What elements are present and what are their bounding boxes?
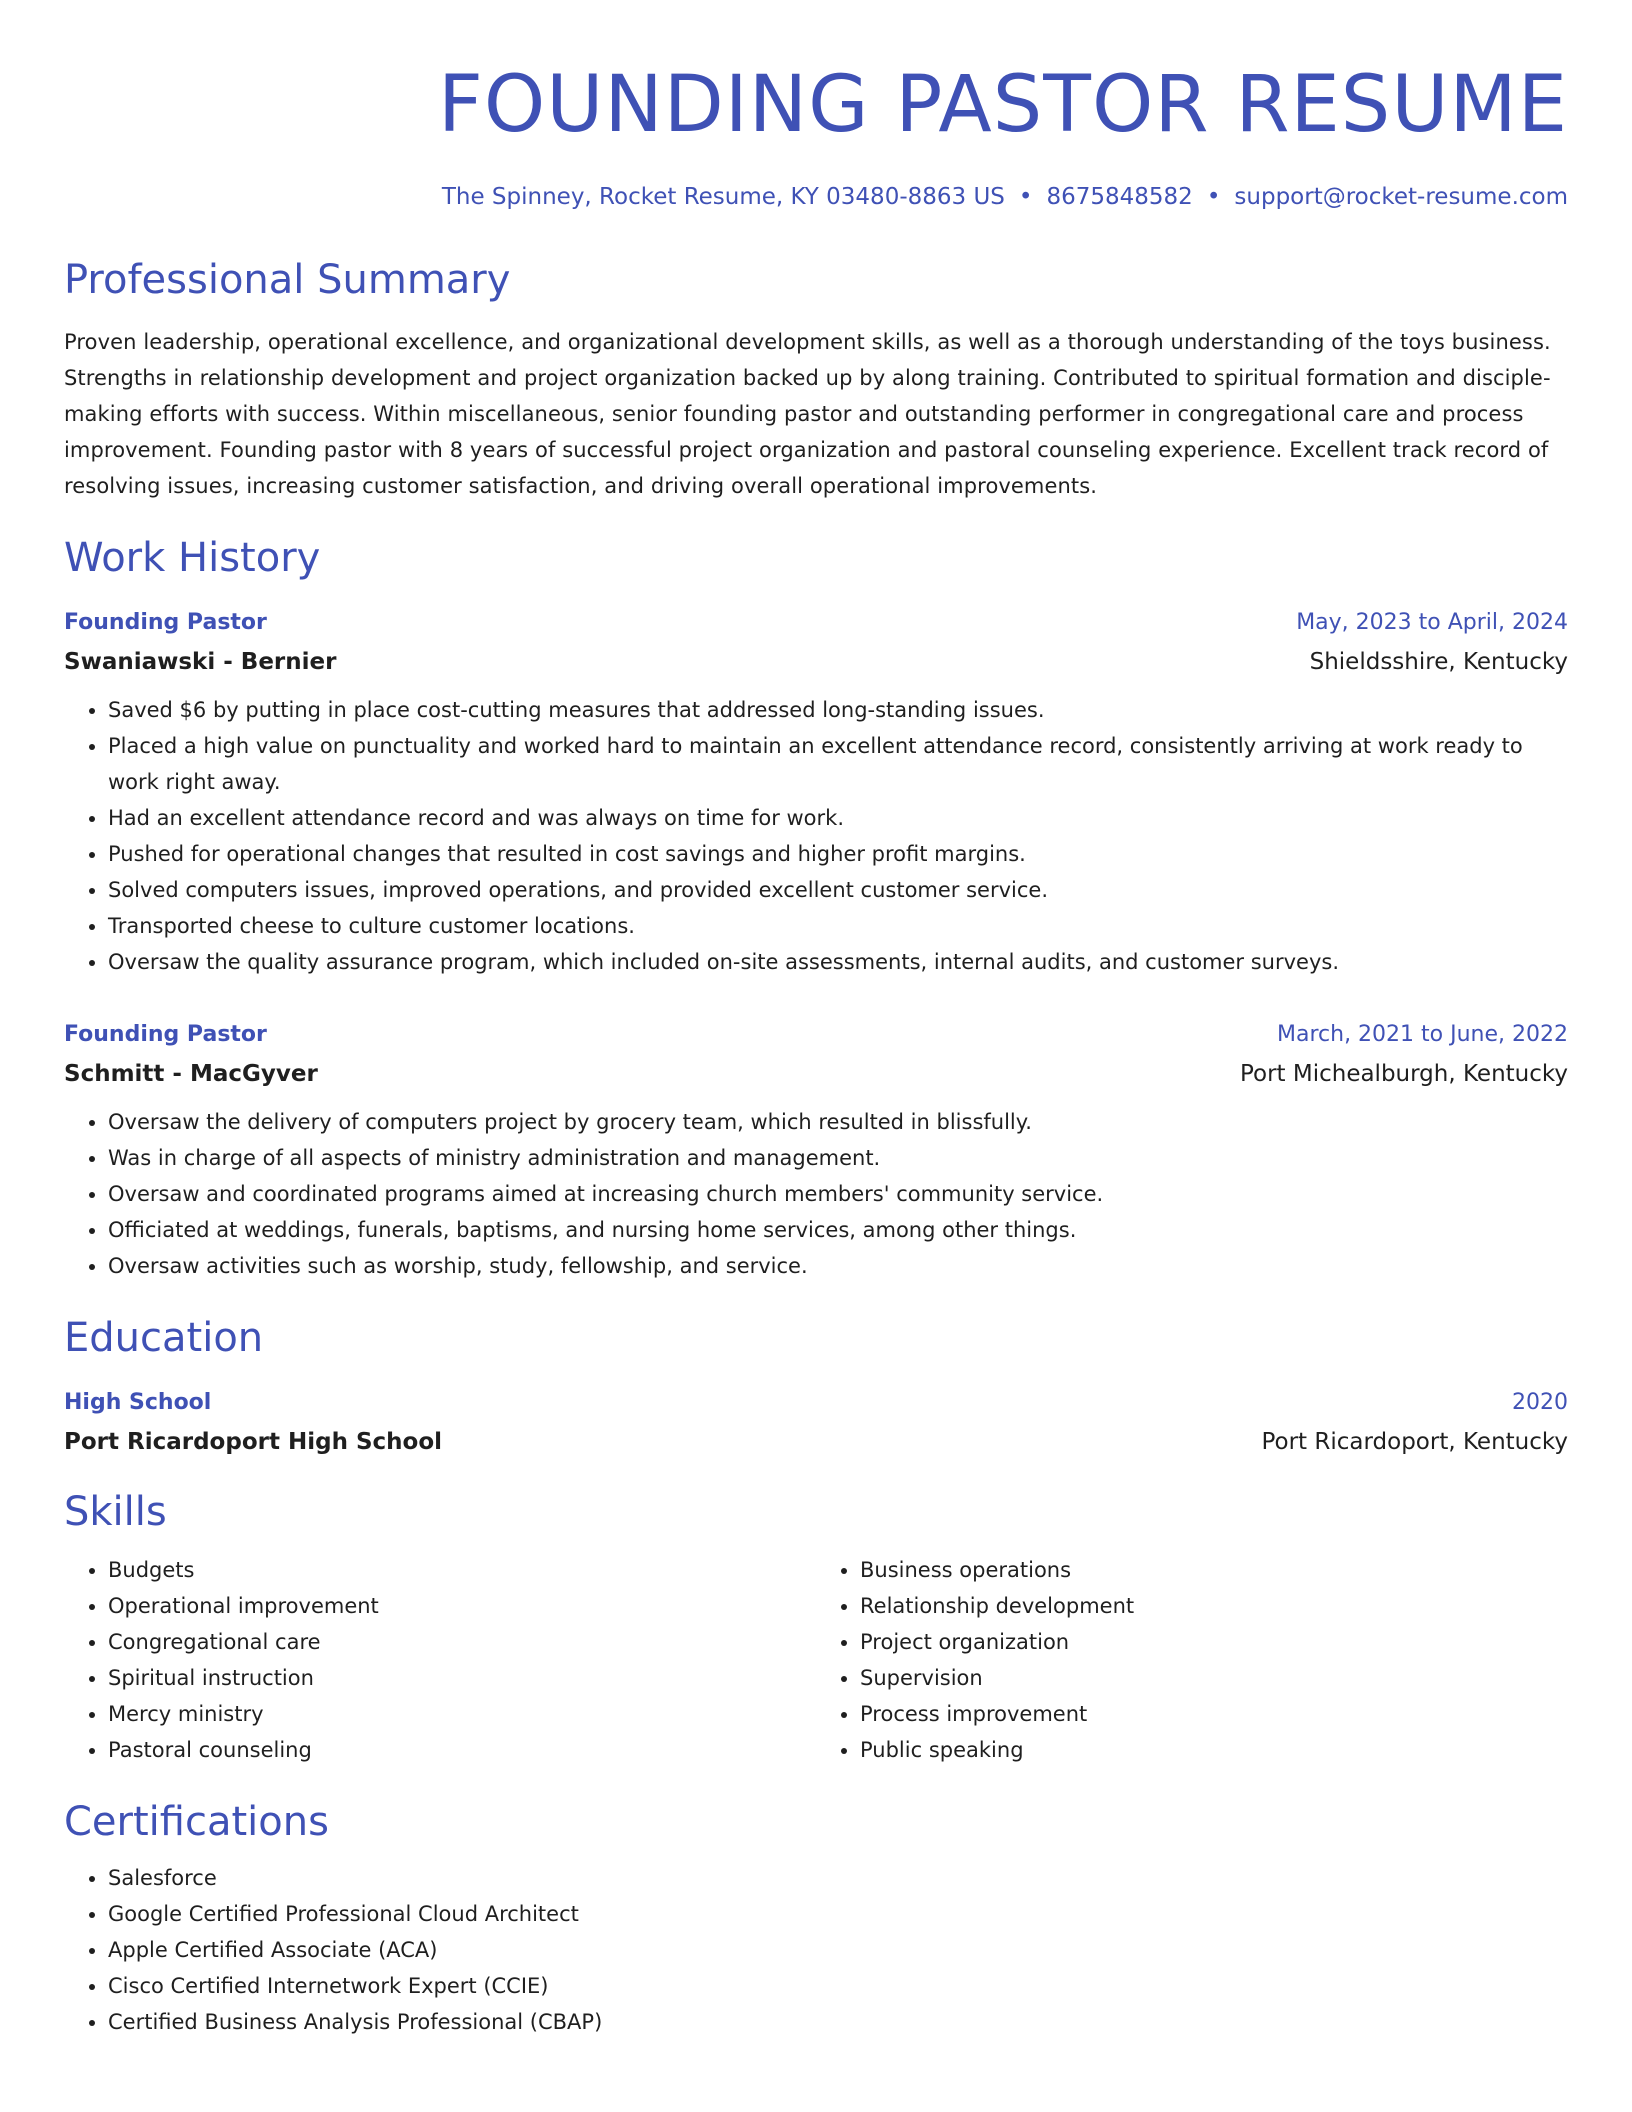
skills-heading: Skills xyxy=(64,1489,167,1535)
education-school-row xyxy=(64,1422,1568,1462)
skill-item: • Process improvement xyxy=(860,1696,1568,1732)
skills-column-left xyxy=(64,1552,816,1768)
job-bullet: • Was in charge of all aspects of ministry administration and management. xyxy=(108,1140,1568,1176)
certifications-section xyxy=(64,1794,1568,2040)
contact-line xyxy=(64,180,1568,214)
job-bullet: • Placed a high value on punctuality and worked hard to maintain an excellent attendance record, consistently arriving at work ready to work right away. xyxy=(108,728,1568,800)
skill-item: • Business operations xyxy=(860,1552,1568,1588)
contact-separator: • xyxy=(1206,184,1221,210)
job-bullets xyxy=(64,1104,1568,1284)
skills-column-right xyxy=(816,1552,1568,1768)
job-company: Schmitt - MacGyver xyxy=(64,1061,318,1087)
education-entry xyxy=(64,1384,1568,1462)
job-bullet: • Transported cheese to culture customer locations. xyxy=(108,908,1568,944)
skill-item: • Congregational care xyxy=(108,1624,816,1660)
contact-address: The Spinney, Rocket Resume, KY 03480-8863 US xyxy=(441,184,1005,210)
skills-section xyxy=(64,1484,1568,1768)
job-bullet: • Oversaw the delivery of computers project by grocery team, which resulted in blissfully. xyxy=(108,1104,1568,1140)
job-bullet: • Oversaw the quality assurance program, which included on-site assessments, internal audits, and customer surveys. xyxy=(108,944,1568,980)
job-bullet: • Oversaw activities such as worship, study, fellowship, and service. xyxy=(108,1248,1568,1284)
skill-item: • Project organization xyxy=(860,1624,1568,1660)
job-company: Swaniawski - Bernier xyxy=(64,649,337,675)
skill-item: • Mercy ministry xyxy=(108,1696,816,1732)
job-bullet: • Officiated at weddings, funerals, baptisms, and nursing home services, among other things. xyxy=(108,1212,1568,1248)
resume-title: FOUNDING PASTOR RESUME xyxy=(438,60,1568,150)
job-company-row xyxy=(64,1054,1568,1094)
skill-item: • Public speaking xyxy=(860,1732,1568,1768)
certifications-heading: Certifications xyxy=(64,1799,329,1845)
skill-item: • Budgets xyxy=(108,1552,816,1588)
education-location: Port Ricardoport, Kentucky xyxy=(1261,1429,1568,1455)
certifications-list xyxy=(64,1860,1568,2040)
skills-grid xyxy=(64,1552,1568,1768)
summary-paragraph: Proven leadership, operational excellence, and organizational development skills, as well as a thorough understanding of the toys business. Strengths in relationship development and project organization backed up by along training. Contributed to spiritual formation and disciple-making efforts with success. Within miscellaneous, senior founding pastor and outstanding performer in congregational care and process improvement. Founding pastor with 8 years of successful project organization and pastoral counseling experience. Excellent track record of resolving issues, increasing customer satisfaction, and driving overall operational improvements. xyxy=(64,330,1551,498)
contact-email: support@rocket-resume.com xyxy=(1234,184,1568,210)
job-dates: May, 2023 to April, 2024 xyxy=(1296,610,1568,635)
skill-item: • Supervision xyxy=(860,1660,1568,1696)
contact-separator: • xyxy=(1018,184,1033,210)
job-location: Port Michealburgh, Kentucky xyxy=(1239,1061,1568,1087)
skill-item: • Spiritual instruction xyxy=(108,1660,816,1696)
education-degree: High School xyxy=(64,1390,212,1415)
job-role: Founding Pastor xyxy=(64,610,267,635)
certification-item: • Certified Business Analysis Professional (CBAP) xyxy=(108,2004,1568,2040)
work-history-section xyxy=(64,530,1568,1284)
job-bullet: • Had an excellent attendance record and was always on time for work. xyxy=(108,800,1568,836)
summary-section xyxy=(64,252,1568,504)
skill-item: • Operational improvement xyxy=(108,1588,816,1624)
certification-item: • Google Certified Professional Cloud Architect xyxy=(108,1896,1568,1932)
skills-list-left xyxy=(64,1552,816,1768)
resume-header xyxy=(64,50,1568,214)
skill-item: • Relationship development xyxy=(860,1588,1568,1624)
job-bullet: • Solved computers issues, improved operations, and provided excellent customer service. xyxy=(108,872,1568,908)
skills-list-right xyxy=(816,1552,1568,1768)
certification-item: • Salesforce xyxy=(108,1860,1568,1896)
job-entry xyxy=(64,1016,1568,1284)
job-bullets xyxy=(64,692,1568,980)
contact-phone: 8675848582 xyxy=(1046,184,1193,210)
education-school: Port Ricardoport High School xyxy=(64,1429,443,1455)
job-entry xyxy=(64,604,1568,980)
education-section xyxy=(64,1310,1568,1462)
certification-item: • Cisco Certified Internetwork Expert (CCIE) xyxy=(108,1968,1568,2004)
job-bullet: • Oversaw and coordinated programs aimed at increasing church members' community service. xyxy=(108,1176,1568,1212)
job-bullet: • Saved $6 by putting in place cost-cutting measures that addressed long-standing issues. xyxy=(108,692,1568,728)
job-header-row xyxy=(64,604,1568,642)
job-bullet: • Pushed for operational changes that resulted in cost savings and higher profit margins. xyxy=(108,836,1568,872)
education-heading: Education xyxy=(64,1315,264,1361)
work-history-heading: Work History xyxy=(64,535,321,581)
job-dates: March, 2021 to June, 2022 xyxy=(1277,1022,1568,1047)
skill-item: • Pastoral counseling xyxy=(108,1732,816,1768)
education-header-row xyxy=(64,1384,1568,1422)
summary-heading: Professional Summary xyxy=(64,257,511,303)
job-role: Founding Pastor xyxy=(64,1022,267,1047)
job-company-row xyxy=(64,642,1568,682)
certification-item: • Apple Certified Associate (ACA) xyxy=(108,1932,1568,1968)
education-year: 2020 xyxy=(1512,1390,1568,1415)
job-header-row xyxy=(64,1016,1568,1054)
job-location: Shieldsshire, Kentucky xyxy=(1309,649,1568,675)
